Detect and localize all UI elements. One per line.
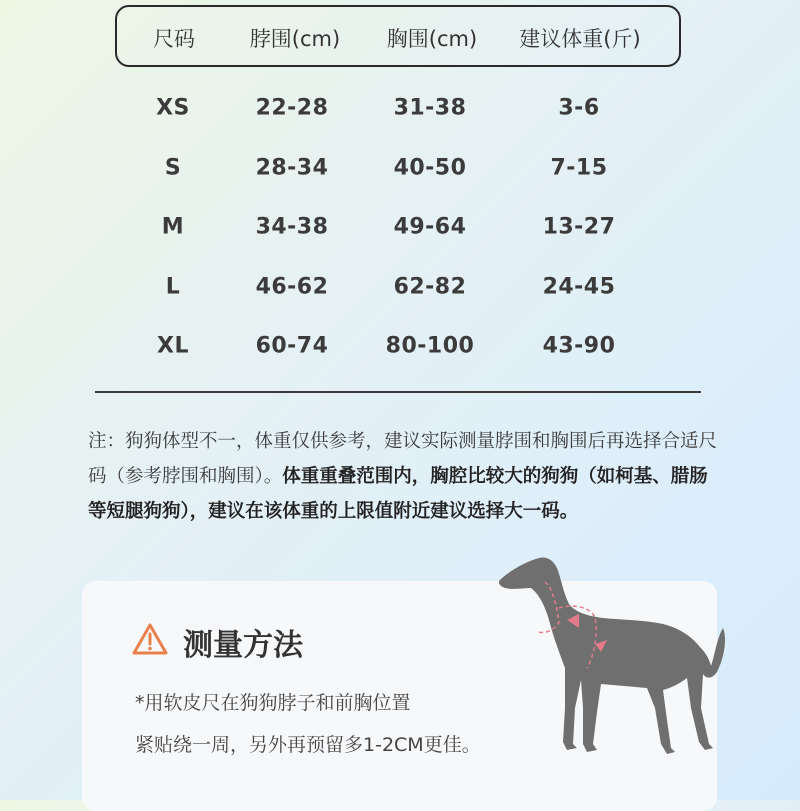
dog-illustration: [495, 548, 735, 768]
cell-neck: 60-74: [255, 333, 329, 359]
size-table-header: [115, 5, 681, 67]
cell-chest: 40-50: [393, 155, 467, 181]
header-size: 尺码: [153, 27, 195, 51]
cell-neck: 22-28: [255, 95, 329, 121]
header-chest: 胸围(cm): [386, 27, 478, 51]
cell-chest: 62-82: [393, 274, 467, 300]
cell-size: XL: [157, 333, 189, 359]
cell-chest: 49-64: [393, 214, 467, 240]
cell-weight: 7-15: [550, 155, 608, 181]
cell-weight: 24-45: [542, 274, 616, 300]
cell-size: S: [164, 155, 182, 181]
note-bold-text: 体重重叠范围内，胸腔比较大的狗狗（如柯基、腊肠等短腿狗狗），: [88, 466, 708, 522]
cell-neck: 34-38: [255, 214, 329, 240]
cell-size: XS: [156, 95, 190, 121]
cell-size: L: [165, 274, 181, 300]
cell-weight: 3-6: [558, 95, 600, 121]
measure-instruction-1: *用软皮尺在狗狗脖子和前胸位置: [135, 692, 411, 714]
measure-title: 测量方法: [183, 628, 303, 663]
cell-neck: 46-62: [255, 274, 329, 300]
cell-chest: 31-38: [393, 95, 467, 121]
cell-neck: 28-34: [255, 155, 329, 181]
measure-instruction-2: 紧贴绕一周，另外再预留多1-2CM更佳。: [135, 734, 481, 756]
cell-weight: 13-27: [542, 214, 616, 240]
note-bold-suffix: 建议在该体重的上限值附近建议选择大一码。: [208, 501, 579, 522]
header-neck: 脖围(cm): [249, 27, 341, 51]
divider: [95, 391, 701, 393]
cell-chest: 80-100: [385, 333, 475, 359]
cell-size: M: [161, 214, 185, 240]
header-weight: 建议体重(斤): [519, 27, 641, 51]
warning-icon: [131, 622, 169, 656]
note-text: 注：狗狗体型不一，体重仅供参考，建议实际测量脖围和胸围后再选择合适尺码（参考脖围和胸围）。: [88, 431, 718, 487]
cell-weight: 43-90: [542, 333, 616, 359]
size-note: [88, 424, 718, 529]
